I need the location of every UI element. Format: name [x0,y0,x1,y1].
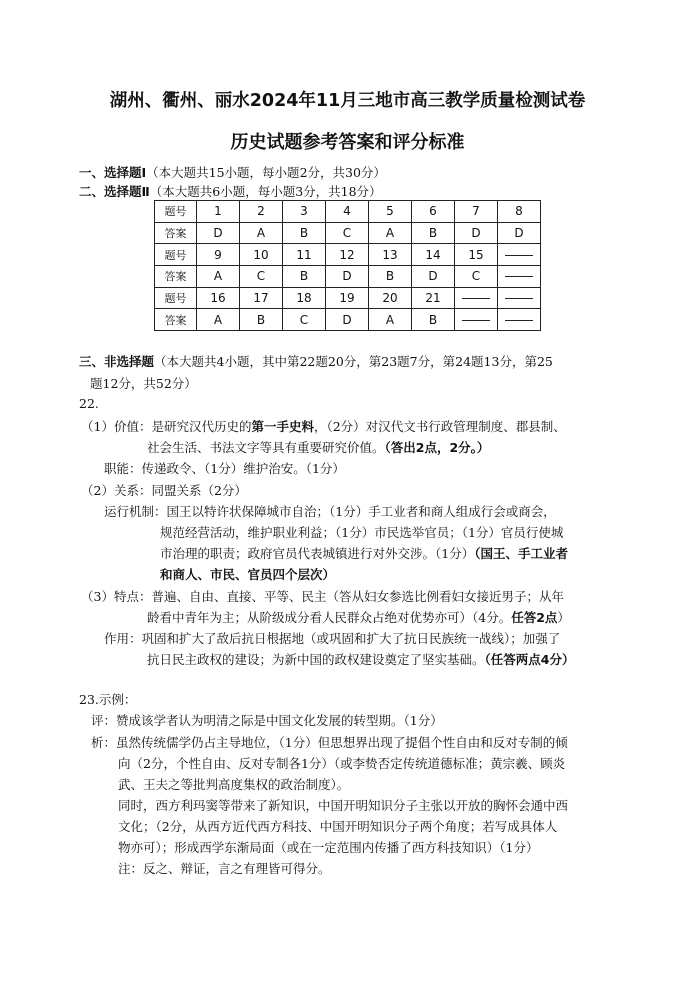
q22-p3-line2b: 任答2点 [511,610,558,625]
section1-note: （本大题共15小题，每小题2分，共30分） [146,165,386,180]
q22-p2-line3 [160,544,568,562]
table-cell: 7 [455,201,498,223]
table-cell: 6 [412,201,455,223]
table-cell: B [412,222,455,244]
table-cell: 1 [197,201,240,223]
table-empty-cell [455,309,498,331]
q22-p1-c: ，（2分）对汉代文书行政管理制度、郡县制、 [313,419,566,434]
table-row-header: 题号 [155,201,197,223]
section3-note-line1: （本大题共4小题，其中第22题20分，第23题7分，第24题13分，第25 [154,354,553,369]
table-cell: B [283,266,326,288]
table-cell: 3 [283,201,326,223]
q22-p3-line2a: 龄看中青年为主；从阶级成分看人民群众占绝对优势亦可）（4分。 [147,610,512,625]
table-cell: B [283,222,326,244]
section2-heading: 二、选择题Ⅱ [79,184,150,199]
q22-p3-line4 [147,650,574,668]
q22-p2-line4-text: 和商人、市民、官员四个层次） [160,567,336,582]
q23-xi-line3: 武、王夫之等批判高度集权的政治制度）。 [118,777,350,792]
q23-ping: 评：赞成该学者认为明清之际是中国文化发展的转型期。（1分） [91,713,443,728]
table-cell: 15 [455,244,498,266]
table-row-header: 答案 [155,309,197,331]
table-row [155,201,541,223]
table-cell: B [240,309,283,331]
q22-p3-line2 [147,608,570,626]
table-cell: D [326,309,369,331]
q22-p2-line3a: 市治理的职责；政府官员代表城镇进行对外交涉。（1分） [160,546,475,561]
section2-line [79,182,382,200]
table-cell: 11 [283,244,326,266]
table-row [155,222,541,244]
dash-line [505,320,533,321]
page-subtitle: 历史试题参考答案和评分标准 [230,132,465,153]
q23-xi-line7: 注：反之、辩证，言之有理皆可得分。 [118,861,331,876]
table-cell: C [240,266,283,288]
section1-line [79,163,386,181]
table-cell: 16 [197,287,240,309]
table-cell: 14 [412,244,455,266]
dash-line [505,298,533,299]
q22-p3-line1: （3）特点：普遍、自由、直接、平等、民主（答从妇女参选比例看妇女接近男子；从年 [81,589,564,604]
q23-xi-line2: 向（2分，个性自由、反对专制各1分）（或李贽否定传统道德标准；黄宗羲、顾炎 [118,756,566,771]
q22-p2-line3b: （国王、手工业者 [474,546,568,561]
table-cell: B [412,309,455,331]
table-cell: D [326,266,369,288]
q22-number: 22. [79,396,99,411]
q22-p1-line2b: （答出2点，2分。） [384,440,490,455]
table-row [155,287,541,309]
dash-line [505,276,533,277]
table-cell: 10 [240,244,283,266]
q22-p2-label: （2）关系：同盟关系（2分） [81,483,247,498]
table-cell: A [197,309,240,331]
dash-line [462,320,490,321]
q23-number: 23.示例： [79,692,137,707]
table-cell: A [369,309,412,331]
table-cell: 18 [283,287,326,309]
q22-p3-line4b: （任答两点4分） [484,652,575,667]
q23-xi-line5: 文化；（2分，从西方近代西方科技、中国开明知识分子两个角度；若写成具体人 [118,819,558,834]
table-row [155,244,541,266]
q22-p2-line1: 运行机制：国王以特许状保障城市自治；（1分）手工业者和商人组成行会或商会， [104,504,556,519]
q22-p1-line2a: 社会生活、书法文字等具有重要研究价值。 [147,440,385,455]
section3-heading: 三、非选择题 [79,354,155,369]
table-cell: 19 [326,287,369,309]
table-cell: 8 [498,201,541,223]
table-empty-cell [455,287,498,309]
table-row [155,309,541,331]
table-row-header: 答案 [155,222,197,244]
table-cell: 13 [369,244,412,266]
table-cell: 20 [369,287,412,309]
table-cell: D [412,266,455,288]
table-empty-cell [498,287,541,309]
dash-line [505,255,533,256]
table-row-header: 答案 [155,266,197,288]
table-cell: D [197,222,240,244]
q22-p2-line4 [160,565,335,583]
table-cell: 4 [326,201,369,223]
table-empty-cell [498,309,541,331]
q22-p2-line2: 规范经营活动，维护职业利益；（1分）市民选举官员；（1分）官员行使城 [160,525,564,540]
q22-p3-line2c: ） [557,610,570,625]
table-cell: 5 [369,201,412,223]
table-cell: 21 [412,287,455,309]
q22-p1-line2 [147,438,489,456]
q23-xi-line1: 析：虽然传统儒学仍占主导地位，（1分）但思想界出现了提倡个性自由和反对专制的倾 [91,735,568,750]
table-cell: A [240,222,283,244]
table-cell: A [197,266,240,288]
table-row [155,266,541,288]
q23-xi-line6: 物亦可）；形成西学东渐局面（或在一定范围内传播了西方科技知识）（1分） [118,840,539,855]
q22-p1-a: 是研究汉代历史的 [151,419,252,434]
page-title: 湖州、衢州、丽水2024年11月三地市高三教学质量检测试卷 [109,91,586,111]
table-cell: B [369,266,412,288]
table-cell: 9 [197,244,240,266]
table-cell: C [326,222,369,244]
table-empty-cell [498,244,541,266]
q22-p1-b: 第一手史料 [251,419,314,434]
q22-p3-line3: 作用：巩固和扩大了敌后抗日根据地（或巩固和扩大了抗日民族统一战线）；加强了 [104,631,561,646]
table-row-header: 题号 [155,244,197,266]
table-cell: C [455,266,498,288]
q22-p1-label: （1）价值： [81,419,152,434]
section3-line [79,352,553,370]
section2-note: （本大题共6小题，每小题3分，共18分） [149,184,382,199]
table-cell: C [283,309,326,331]
dash-line [462,298,490,299]
table-row-header: 题号 [155,287,197,309]
section1-heading: 一、选择题Ⅰ [79,165,147,180]
table-cell: D [498,222,541,244]
table-cell: D [455,222,498,244]
q22-p1-line1 [81,417,566,435]
table-cell: 17 [240,287,283,309]
section3-note-line2: 题12分，共52分） [90,376,197,391]
table-cell: A [369,222,412,244]
table-empty-cell [498,266,541,288]
q23-xi-line4: 同时，西方利玛窦等带来了新知识，中国开明知识分子主张以开放的胸怀会通中西 [118,798,569,813]
q22-p3-line4a: 抗日民主政权的建设；为新中国的政权建设奠定了坚实基础。 [147,652,485,667]
answer-table [154,200,541,331]
table-cell: 12 [326,244,369,266]
q22-p1-func: 职能：传递政令、（1分）维护治安。（1分） [104,461,345,476]
table-cell: 2 [240,201,283,223]
